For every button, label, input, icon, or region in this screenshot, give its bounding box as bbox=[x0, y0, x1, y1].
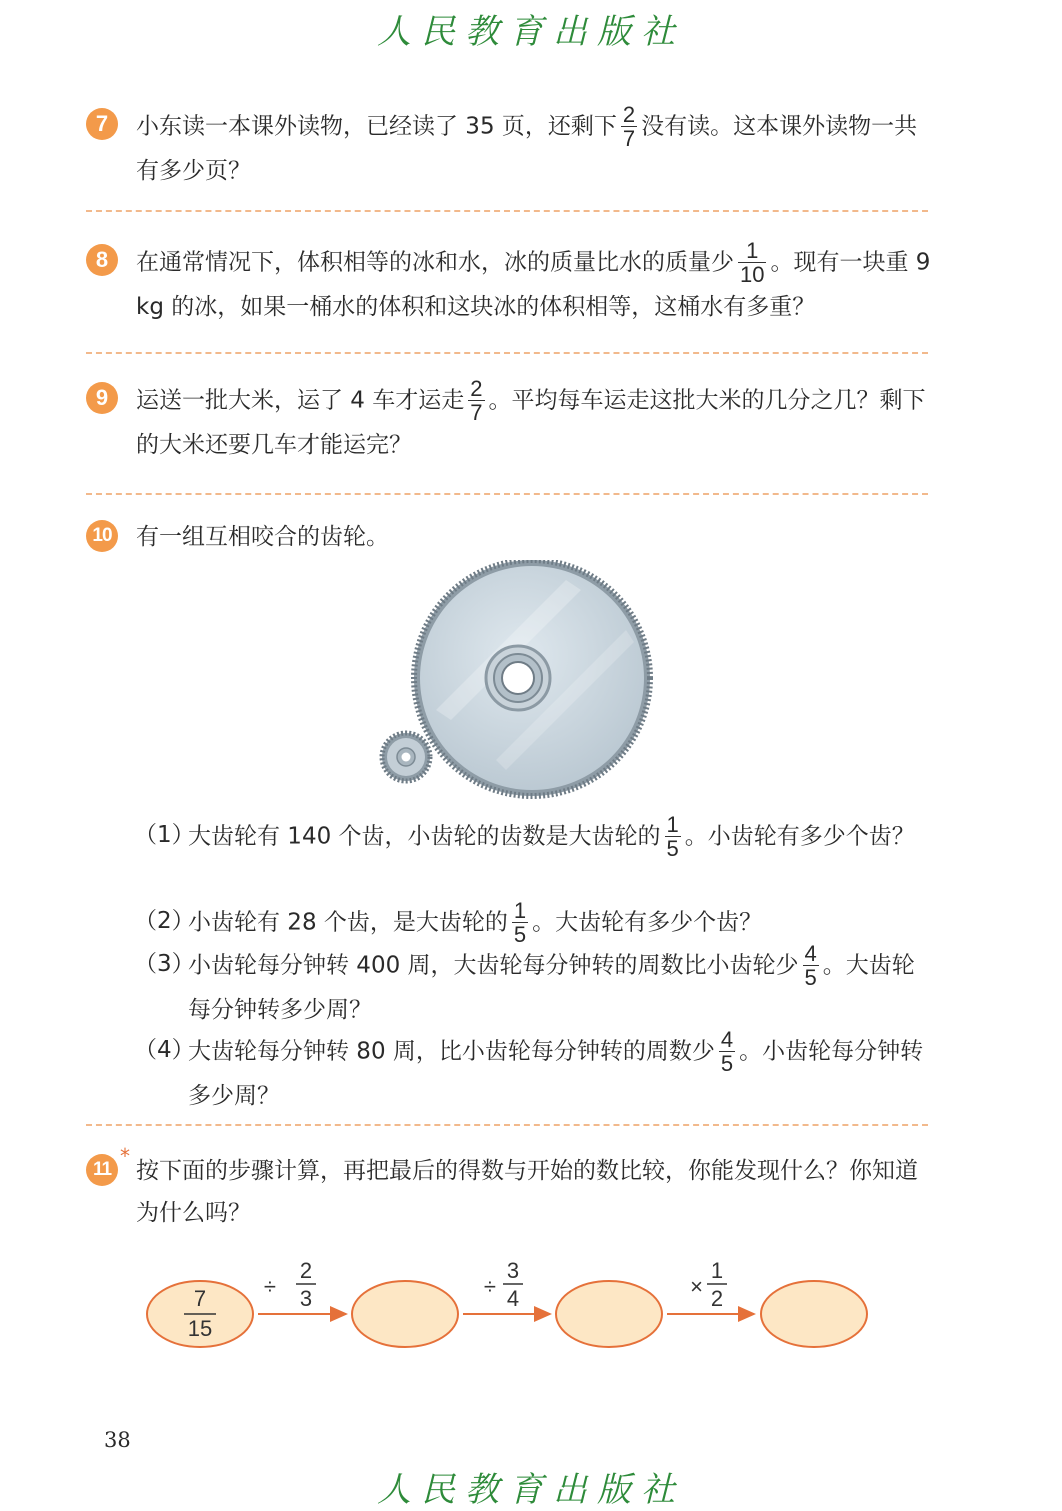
sub-question-text-a: 小齿轮有 28 个齿，是大齿轮的 bbox=[188, 909, 508, 936]
problem-10-text: 有一组互相咬合的齿轮。 bbox=[136, 524, 389, 550]
sub-question-text-b: 。大齿轮有多少个齿？ bbox=[532, 909, 763, 936]
page-number: 38 bbox=[104, 1428, 131, 1452]
dashed-divider bbox=[86, 1124, 928, 1126]
sub-question-3 bbox=[134, 943, 934, 1031]
problem-11-text: 按下面的步骤计算，再把最后的得数与开始的数比较，你能发现什么？你知道为什么吗？ bbox=[136, 1158, 918, 1226]
step-denominator: 4 bbox=[506, 1286, 520, 1311]
problem-number-8: 8 bbox=[86, 244, 118, 276]
problem-8-text bbox=[136, 240, 932, 328]
dashed-divider bbox=[86, 493, 928, 495]
problem-7-text-a: 小东读一本课外读物，已经读了 35 页，还剩下 bbox=[136, 113, 617, 140]
large-gear bbox=[414, 560, 650, 796]
answer-oval-2[interactable] bbox=[556, 1281, 662, 1347]
fraction-denominator: 5 bbox=[804, 965, 817, 990]
sub-question-label: （1） bbox=[134, 822, 195, 848]
fraction-numerator: 2 bbox=[470, 376, 483, 401]
gears-illustration bbox=[376, 560, 666, 805]
publisher-header-logo: 人民教育出版社 bbox=[377, 12, 685, 52]
sub-question-text-b: 。小齿轮每分钟转多少周？ bbox=[188, 1038, 924, 1109]
start-denominator: 15 bbox=[187, 1316, 213, 1341]
start-numerator: 7 bbox=[193, 1286, 207, 1311]
sub-question-text-b: 。小齿轮有多少个齿？ bbox=[684, 823, 915, 850]
sub-question-text-a: 大齿轮有 140 个齿，小齿轮的齿数是大齿轮的 bbox=[188, 823, 661, 850]
fraction-denominator: 7 bbox=[470, 400, 483, 425]
sub-question-label: （3） bbox=[134, 951, 195, 977]
fraction bbox=[803, 943, 819, 989]
step-2 bbox=[463, 1262, 550, 1314]
small-gear bbox=[382, 733, 430, 781]
fraction bbox=[512, 900, 528, 946]
fraction bbox=[719, 1029, 735, 1075]
fraction-numerator: 2 bbox=[622, 102, 636, 127]
fraction bbox=[665, 814, 681, 860]
fraction-denominator: 10 bbox=[740, 262, 765, 287]
fraction-denominator: 7 bbox=[622, 126, 636, 151]
sub-question-label: （4） bbox=[134, 1037, 195, 1063]
calculation-flow-diagram bbox=[140, 1262, 880, 1362]
dashed-divider bbox=[86, 352, 928, 354]
problem-9-text bbox=[136, 378, 932, 466]
problem-8-text-b: 。现有一块重 9 kg 的冰，如果一桶水的体积和这块冰的体积相等，这桶水有多重？ bbox=[136, 249, 931, 320]
fraction-numerator: 1 bbox=[513, 898, 527, 923]
fraction bbox=[468, 378, 484, 424]
step-operator: ÷ bbox=[263, 1274, 276, 1299]
problem-9 bbox=[86, 378, 932, 466]
problem-9-text-b: 。平均每车运走这批大米的几分之几？剩下的大米还要几车才能运完？ bbox=[136, 387, 926, 458]
problem-number-10: 10 bbox=[86, 520, 118, 552]
problem-number-7: 7 bbox=[86, 108, 118, 140]
fraction-numerator: 4 bbox=[720, 1027, 734, 1052]
step-operator: × bbox=[690, 1274, 703, 1299]
problem-8 bbox=[86, 240, 932, 328]
fraction-numerator: 1 bbox=[746, 238, 759, 263]
problem-number-9: 9 bbox=[86, 382, 118, 414]
problem-11 bbox=[86, 1144, 932, 1234]
problem-number-11: 11 bbox=[86, 1154, 118, 1186]
step-numerator: 2 bbox=[299, 1262, 313, 1283]
step-operator: ÷ bbox=[483, 1274, 496, 1299]
answer-oval-1[interactable] bbox=[352, 1281, 458, 1347]
fraction-numerator: 1 bbox=[666, 812, 679, 837]
fraction bbox=[621, 104, 637, 150]
fraction-numerator: 4 bbox=[804, 941, 817, 966]
step-numerator: 3 bbox=[506, 1262, 520, 1283]
fraction-denominator: 5 bbox=[666, 836, 679, 861]
fraction-denominator: 5 bbox=[720, 1051, 734, 1076]
challenge-star-icon: * bbox=[120, 1144, 130, 1168]
start-value-oval bbox=[147, 1281, 253, 1347]
dashed-divider bbox=[86, 210, 928, 212]
sub-question-1 bbox=[134, 814, 934, 860]
sub-question-2 bbox=[134, 900, 934, 946]
sub-question-text-a: 大齿轮每分钟转 80 周，比小齿轮每分钟转的周数少 bbox=[188, 1038, 715, 1065]
sub-question-text-b: 。大齿轮每分钟转多少周？ bbox=[188, 952, 915, 1023]
sub-question-label: （2） bbox=[134, 908, 195, 934]
step-denominator: 2 bbox=[710, 1286, 724, 1311]
step-1 bbox=[258, 1262, 346, 1314]
problem-7-text-b: 没有读。这本课外读物一共有多少页？ bbox=[136, 113, 918, 184]
problem-7 bbox=[86, 104, 932, 192]
problem-9-text-a: 运送一批大米，运了 4 车才运走 bbox=[136, 387, 465, 414]
fraction bbox=[738, 240, 766, 286]
step-numerator: 1 bbox=[710, 1262, 724, 1283]
problem-8-text-a: 在通常情况下，体积相等的冰和水，冰的质量比水的质量少 bbox=[136, 249, 734, 276]
sub-question-text-a: 小齿轮每分钟转 400 周，大齿轮每分钟转的周数比小齿轮少 bbox=[188, 952, 799, 979]
answer-oval-3[interactable] bbox=[761, 1281, 867, 1347]
problem-10 bbox=[86, 516, 932, 558]
publisher-footer-logo: 人民教育出版社 bbox=[377, 1470, 685, 1510]
step-3 bbox=[667, 1262, 754, 1314]
step-denominator: 3 bbox=[299, 1286, 313, 1311]
problem-7-text bbox=[136, 104, 932, 192]
sub-question-4 bbox=[134, 1029, 934, 1117]
fraction-denominator: 5 bbox=[513, 922, 527, 947]
